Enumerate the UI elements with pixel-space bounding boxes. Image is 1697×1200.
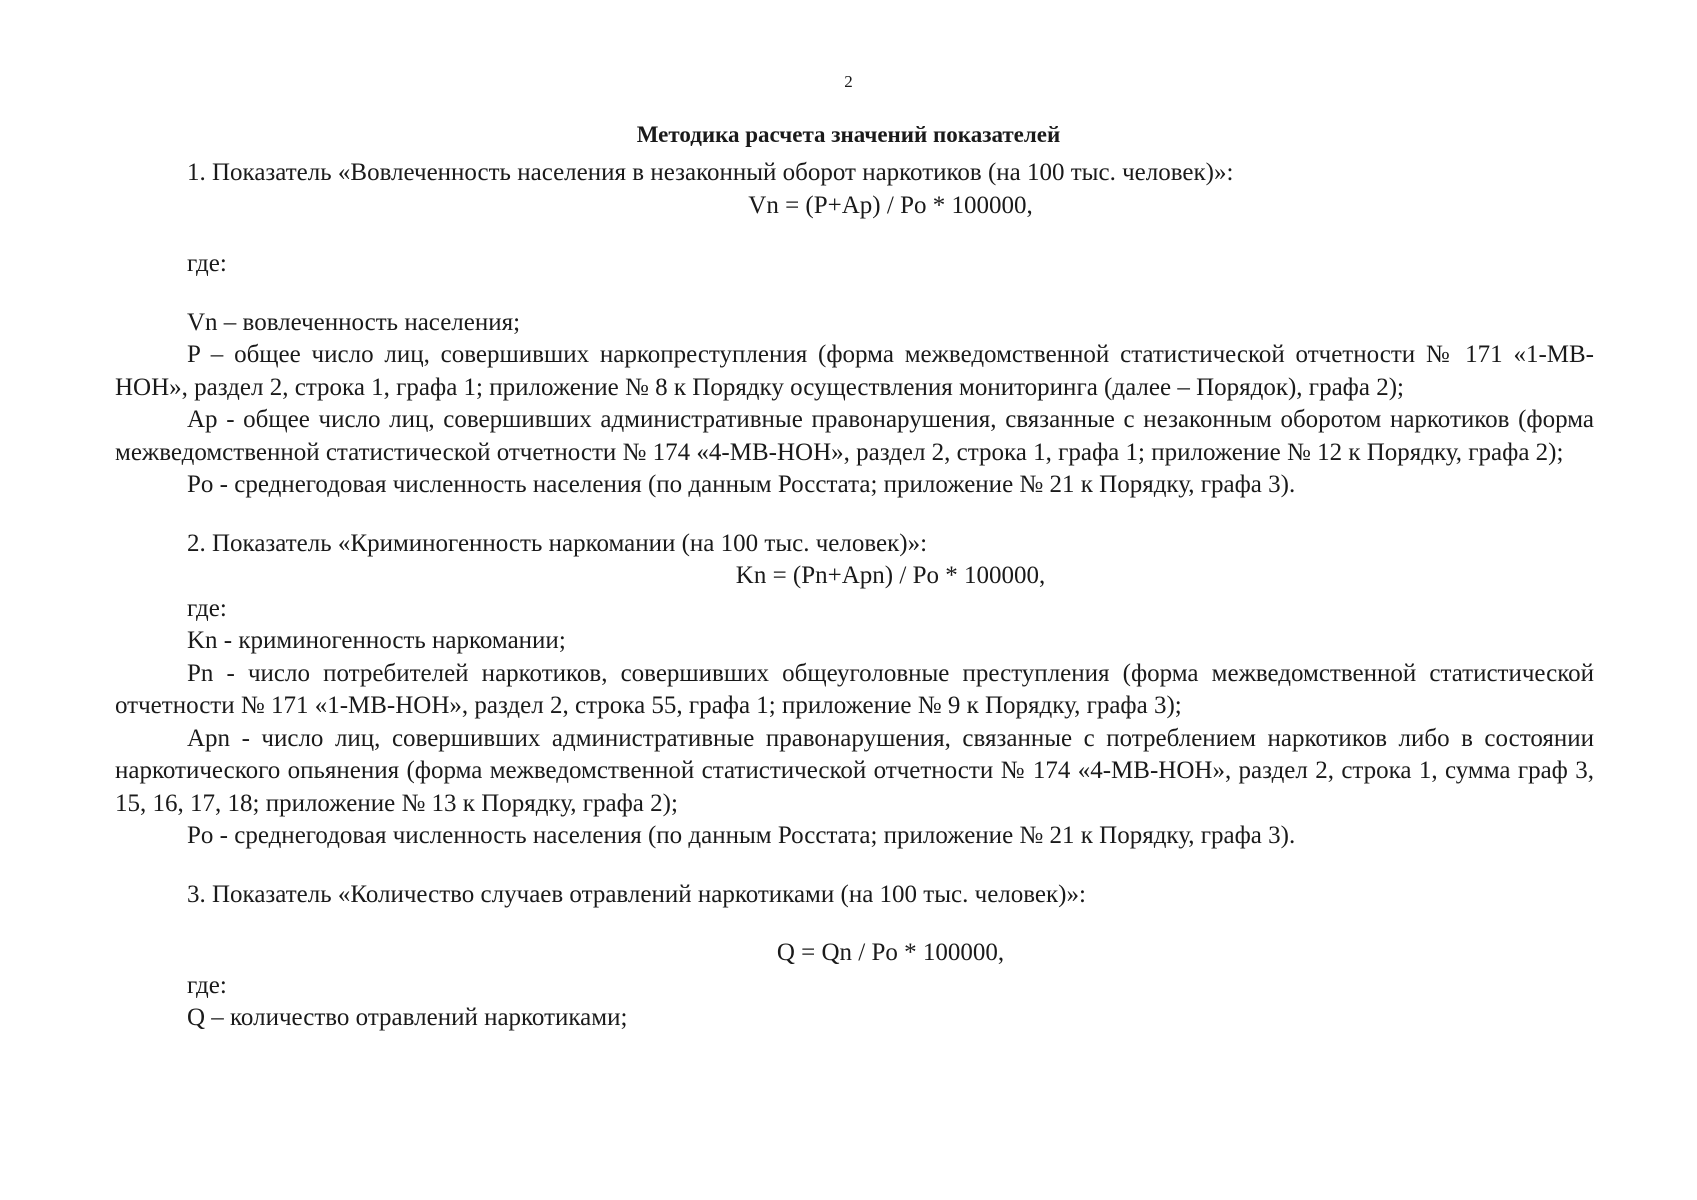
document-body xyxy=(115,157,1594,1035)
definition: Po - среднегодовая численность населения (по данным Росстата; приложение № 21 к Порядку, графа 3). xyxy=(187,822,1296,849)
spacer xyxy=(115,911,1594,937)
section-2 xyxy=(115,528,1594,853)
definition: Kn - криминогенность наркомании; xyxy=(187,627,566,654)
definition: Ap - общее число лиц, совершивших административные правонарушения, связанные с незаконным оборотом наркотиков (форма межведомственной статистической отчетности № 174 «4-МВ-НОН», раздел 2, строка 1, графа 1; приложение № 12 к Порядку, графа 2); xyxy=(115,406,1594,466)
formula: Kn = (Pn+Apn) / Po * 100000, xyxy=(735,562,1046,589)
section-heading: 3. Показатель «Количество случаев отравлений наркотиками (на 100 тыс. человек)»: xyxy=(187,880,1086,908)
spacer xyxy=(115,281,1594,307)
spacer xyxy=(115,222,1594,248)
spacer xyxy=(115,502,1594,528)
where-label: где: xyxy=(187,971,227,999)
where-label: где: xyxy=(187,594,227,622)
definition: Po - среднегодовая численность населения (по данным Росстата; приложение № 21 к Порядку, графа 3). xyxy=(187,471,1296,498)
where-label: где: xyxy=(187,250,227,277)
definition: Q – количество отравлений наркотиками; xyxy=(187,1004,628,1031)
definition: Apn - число лиц, совершивших административные правонарушения, связанные с потреблением наркотиков либо в состоянии наркотического опьянения (форма межведомственной статистической отчетности № 174 «4-МВ-НОН», раздел 2, строка 1, сумма граф 3, 15, 16, 17, 18; приложение № 13 к Порядку, графа 2); xyxy=(115,724,1594,817)
definition: Vn – вовлеченность населения; xyxy=(187,308,521,336)
section-heading: 1. Показатель «Вовлеченность населения в незаконный оборот наркотиков (на 100 тыс. человек)»: xyxy=(187,159,1234,186)
section-3 xyxy=(115,879,1594,1035)
document-title: Методика расчета значений показателей xyxy=(636,122,1061,147)
definition: P – общее число лиц, совершивших наркопреступления (форма межведомственной статистической отчетности № 171 «1-МВ-НОН», раздел 2, строка 1, графа 1; приложение № 8 к Порядку осуществления мониторинга (далее – Порядок), графа 2); xyxy=(115,341,1594,401)
section-1 xyxy=(115,157,1594,502)
definition: Pn - число потребителей наркотиков, совершивших общеуголовные преступления (форма межведомственной статистической отчетности № 171 «1-МВ-НОН», раздел 2, строка 55, графа 1; приложение № 9 к Порядку, графа 3); xyxy=(115,659,1594,719)
formula: Vn = (P+Ap) / Po * 100000, xyxy=(748,191,1033,219)
section-heading: 2. Показатель «Криминогенность наркомании (на 100 тыс. человек)»: xyxy=(187,529,928,557)
spacer xyxy=(115,853,1594,879)
page-number: 2 xyxy=(844,72,853,91)
formula: Q = Qn / Po * 100000, xyxy=(776,939,1005,966)
